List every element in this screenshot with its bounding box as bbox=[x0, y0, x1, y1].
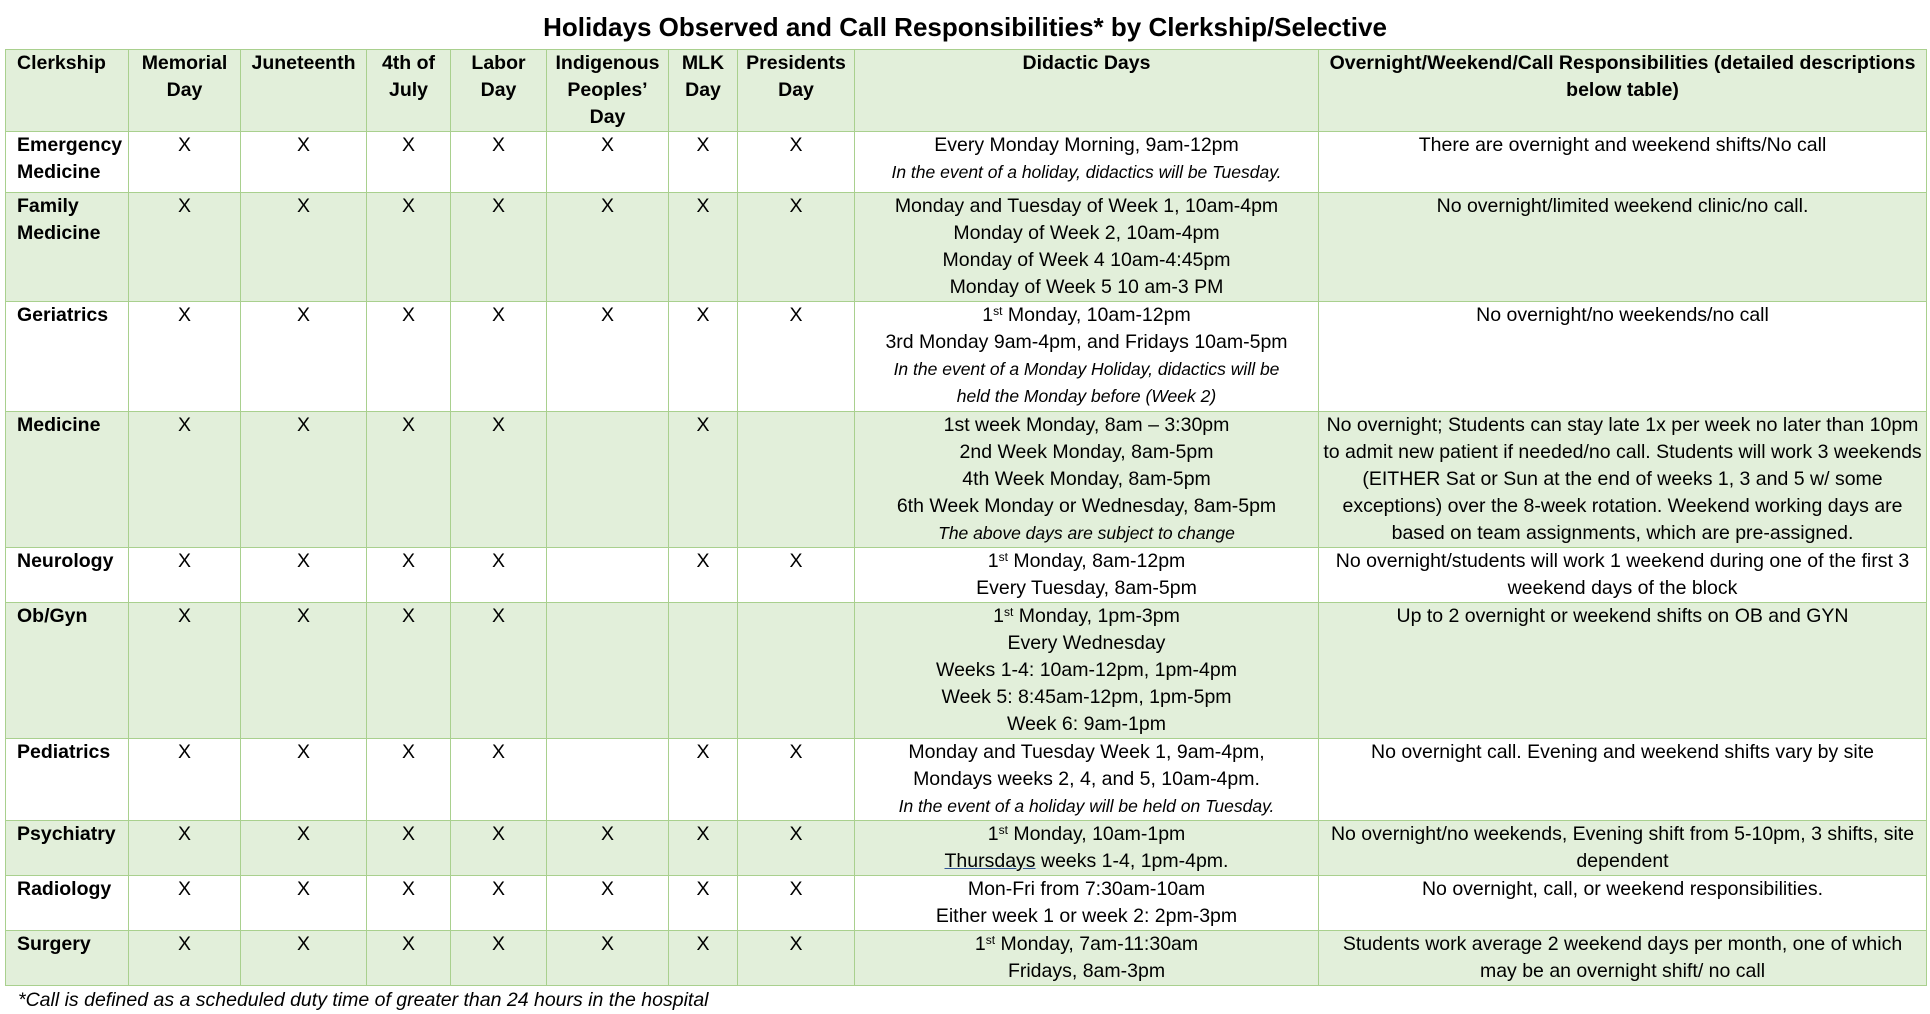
holiday-mark: X bbox=[669, 548, 738, 603]
holiday-mark: X bbox=[129, 603, 241, 739]
table-row bbox=[6, 931, 1927, 986]
holiday-mark: X bbox=[738, 548, 855, 603]
clerkship-name: Ob/Gyn bbox=[6, 603, 129, 739]
didactic-line bbox=[859, 903, 1314, 930]
didactic-line bbox=[859, 684, 1314, 711]
table-row bbox=[6, 302, 1927, 412]
clerkship-name: Geriatrics bbox=[6, 302, 129, 412]
call-responsibilities: Students work average 2 weekend days per month, one of which may be an overnight shift/ no call bbox=[1319, 931, 1927, 986]
clerkship-name: Psychiatry bbox=[6, 821, 129, 876]
holiday-mark: X bbox=[241, 548, 367, 603]
column-header: Juneteenth bbox=[241, 50, 367, 132]
table-row bbox=[6, 739, 1927, 821]
didactic-line bbox=[859, 603, 1314, 630]
holiday-mark: X bbox=[451, 876, 547, 931]
clerkship-name: Radiology bbox=[6, 876, 129, 931]
column-header: 4th of July bbox=[367, 50, 451, 132]
holiday-mark: X bbox=[129, 412, 241, 548]
didactic-text: In the event of a holiday will be held on Tuesday. bbox=[898, 796, 1275, 816]
didactic-days bbox=[855, 821, 1319, 876]
holiday-mark: X bbox=[367, 302, 451, 412]
column-header: Labor Day bbox=[451, 50, 547, 132]
holiday-mark bbox=[738, 603, 855, 739]
didactic-days bbox=[855, 193, 1319, 302]
clerkship-name: Neurology bbox=[6, 548, 129, 603]
holiday-mark: X bbox=[367, 412, 451, 548]
holiday-mark bbox=[738, 412, 855, 548]
didactic-text: Mondays weeks 2, 4, and 5, 10am-4pm. bbox=[913, 768, 1260, 790]
holiday-mark: X bbox=[451, 821, 547, 876]
didactic-text: Monday, 1pm-3pm bbox=[1013, 605, 1180, 627]
didactic-line bbox=[859, 821, 1314, 848]
holidays-table bbox=[5, 49, 1927, 986]
didactic-text: Week 5: 8:45am-12pm, 1pm-5pm bbox=[941, 686, 1232, 708]
didactic-line bbox=[859, 630, 1314, 657]
holiday-mark: X bbox=[367, 548, 451, 603]
holiday-mark bbox=[547, 412, 669, 548]
holiday-mark: X bbox=[451, 193, 547, 302]
holiday-mark: X bbox=[547, 302, 669, 412]
holiday-mark: X bbox=[547, 931, 669, 986]
holiday-mark: X bbox=[367, 603, 451, 739]
didactic-line bbox=[859, 520, 1314, 547]
didactic-text: Either week 1 or week 2: 2pm-3pm bbox=[935, 905, 1238, 927]
didactic-text: Monday of Week 4 10am-4:45pm bbox=[942, 249, 1231, 271]
holiday-mark: X bbox=[241, 302, 367, 412]
holiday-mark: X bbox=[738, 821, 855, 876]
didactic-line bbox=[859, 848, 1314, 875]
holiday-mark: X bbox=[451, 132, 547, 193]
didactic-text: 2nd Week Monday, 8am-5pm bbox=[959, 441, 1214, 463]
holiday-mark: X bbox=[129, 302, 241, 412]
holiday-mark: X bbox=[738, 193, 855, 302]
holiday-mark bbox=[547, 739, 669, 821]
didactic-text: In the event of a holiday, didactics will be Tuesday. bbox=[891, 162, 1282, 182]
didactic-line bbox=[859, 493, 1314, 520]
holiday-mark bbox=[669, 603, 738, 739]
holiday-mark: X bbox=[129, 548, 241, 603]
table-row bbox=[6, 821, 1927, 876]
didactic-line bbox=[859, 329, 1314, 356]
didactic-text: Monday, 7am-11:30am bbox=[995, 933, 1199, 955]
clerkship-name: Family Medicine bbox=[6, 193, 129, 302]
holiday-mark: X bbox=[451, 412, 547, 548]
ordinal-number: 1 bbox=[974, 933, 986, 955]
didactic-text: Monday and Tuesday of Week 1, 10am-4pm bbox=[894, 195, 1279, 217]
didactic-line bbox=[859, 876, 1314, 903]
didactic-days bbox=[855, 931, 1319, 986]
ordinal-suffix: st bbox=[998, 823, 1008, 837]
column-header: Indigenous Peoples’ Day bbox=[547, 50, 669, 132]
table-body bbox=[6, 132, 1927, 986]
didactic-text: In the event of a Monday Holiday, didactics will be bbox=[893, 359, 1280, 379]
clerkship-name: Surgery bbox=[6, 931, 129, 986]
didactic-line bbox=[859, 383, 1314, 410]
holiday-mark: X bbox=[367, 739, 451, 821]
didactic-line bbox=[859, 958, 1314, 985]
holiday-mark bbox=[547, 603, 669, 739]
didactic-line bbox=[859, 575, 1314, 602]
didactic-line bbox=[859, 766, 1314, 793]
holiday-mark: X bbox=[669, 931, 738, 986]
call-responsibilities: No overnight/no weekends/no call bbox=[1319, 302, 1927, 412]
clerkship-name: Pediatrics bbox=[6, 739, 129, 821]
didactic-days bbox=[855, 412, 1319, 548]
didactic-text: Weeks 1-4: 10am-12pm, 1pm-4pm bbox=[936, 659, 1237, 681]
holiday-mark: X bbox=[241, 603, 367, 739]
holiday-mark: X bbox=[738, 132, 855, 193]
didactic-line bbox=[859, 356, 1314, 383]
didactic-line bbox=[859, 739, 1314, 766]
header-row bbox=[6, 50, 1927, 132]
holiday-mark: X bbox=[738, 876, 855, 931]
call-responsibilities: There are overnight and weekend shifts/No call bbox=[1319, 132, 1927, 193]
column-header: Presidents Day bbox=[738, 50, 855, 132]
column-header: MLK Day bbox=[669, 50, 738, 132]
didactic-text: Week 6: 9am-1pm bbox=[1007, 713, 1166, 735]
column-header: Clerkship bbox=[6, 50, 129, 132]
didactic-text: 6th Week Monday or Wednesday, 8am-5pm bbox=[896, 495, 1277, 517]
table-row bbox=[6, 193, 1927, 302]
holiday-mark: X bbox=[129, 876, 241, 931]
holiday-mark: X bbox=[241, 739, 367, 821]
didactic-text: Fridays, 8am-3pm bbox=[1007, 960, 1166, 982]
didactic-text: weeks 1-4, 1pm-4pm. bbox=[1035, 850, 1229, 872]
footnote: *Call is defined as a scheduled duty time of greater than 24 hours in the hospital bbox=[18, 989, 709, 1011]
didactic-line bbox=[859, 220, 1314, 247]
call-responsibilities: No overnight/limited weekend clinic/no call. bbox=[1319, 193, 1927, 302]
didactic-line bbox=[859, 274, 1314, 301]
didactic-days bbox=[855, 548, 1319, 603]
didactic-line bbox=[859, 247, 1314, 274]
ordinal-number: 1 bbox=[993, 605, 1004, 627]
didactic-text: held the Monday before (Week 2) bbox=[956, 386, 1217, 406]
holiday-mark: X bbox=[669, 821, 738, 876]
call-responsibilities: No overnight, call, or weekend responsibilities. bbox=[1319, 876, 1927, 931]
ordinal-suffix: st bbox=[985, 933, 996, 947]
underlined-word: Thursdays bbox=[944, 850, 1036, 872]
didactic-text: Monday, 8am-12pm bbox=[1007, 550, 1186, 572]
table-row bbox=[6, 603, 1927, 739]
didactic-line bbox=[859, 711, 1314, 738]
holiday-mark bbox=[547, 548, 669, 603]
table-row bbox=[6, 876, 1927, 931]
holiday-mark: X bbox=[129, 739, 241, 821]
holiday-mark: X bbox=[738, 302, 855, 412]
ordinal-number: 1 bbox=[987, 823, 999, 845]
didactic-line bbox=[859, 159, 1314, 186]
holiday-mark: X bbox=[129, 931, 241, 986]
holiday-mark: X bbox=[241, 931, 367, 986]
didactic-days bbox=[855, 739, 1319, 821]
ordinal-suffix: st bbox=[998, 550, 1008, 564]
holiday-mark: X bbox=[669, 302, 738, 412]
didactic-days bbox=[855, 603, 1319, 739]
page-title: Holidays Observed and Call Responsibilities* by Clerkship/Selective bbox=[543, 12, 1387, 42]
holiday-mark: X bbox=[738, 739, 855, 821]
holiday-mark: X bbox=[669, 193, 738, 302]
didactic-line bbox=[859, 132, 1314, 159]
holiday-mark: X bbox=[669, 876, 738, 931]
table-row bbox=[6, 548, 1927, 603]
didactic-line bbox=[859, 412, 1314, 439]
didactic-text: Every Tuesday, 8am-5pm bbox=[976, 577, 1197, 599]
ordinal-suffix: st bbox=[1003, 605, 1014, 619]
holiday-mark: X bbox=[547, 876, 669, 931]
holiday-mark: X bbox=[547, 821, 669, 876]
column-header: Overnight/Weekend/Call Responsibilities (detailed descriptions below table) bbox=[1319, 50, 1927, 132]
didactic-line bbox=[859, 793, 1314, 820]
didactic-days bbox=[855, 132, 1319, 193]
didactic-text: Monday and Tuesday Week 1, 9am-4pm, bbox=[908, 741, 1265, 763]
didactic-text: The above days are subject to change bbox=[938, 523, 1235, 543]
didactic-days bbox=[855, 302, 1319, 412]
holiday-mark: X bbox=[367, 931, 451, 986]
call-responsibilities: No overnight; Students can stay late 1x per week no later than 10pm to admit new patient if needed/no call. Students will work 3 weekends (EITHER Sat or Sun at the end of weeks 1, 3 and 5 w/ some exceptions) over the 8-week rotation. Weekend working days are based on team assignments, which are pre-assigned. bbox=[1319, 412, 1927, 548]
holiday-mark: X bbox=[241, 821, 367, 876]
clerkship-name: Emergency Medicine bbox=[6, 132, 129, 193]
holiday-mark: X bbox=[241, 132, 367, 193]
holiday-mark: X bbox=[451, 931, 547, 986]
holiday-mark: X bbox=[367, 876, 451, 931]
call-responsibilities: Up to 2 overnight or weekend shifts on OB and GYN bbox=[1319, 603, 1927, 739]
holiday-mark: X bbox=[241, 876, 367, 931]
didactic-text: 3rd Monday 9am-4pm, and Fridays 10am-5pm bbox=[885, 331, 1288, 353]
didactic-line bbox=[859, 439, 1314, 466]
holiday-mark: X bbox=[367, 821, 451, 876]
didactic-line bbox=[859, 931, 1314, 958]
didactic-line bbox=[859, 548, 1314, 575]
didactic-line bbox=[859, 302, 1314, 329]
holiday-mark: X bbox=[451, 739, 547, 821]
holiday-mark: X bbox=[669, 132, 738, 193]
table-row bbox=[6, 412, 1927, 548]
holiday-mark: X bbox=[451, 603, 547, 739]
didactic-text: Monday of Week 5 10 am-3 PM bbox=[949, 276, 1224, 298]
didactic-days bbox=[855, 876, 1319, 931]
didactic-text: Monday of Week 2, 10am-4pm bbox=[953, 222, 1220, 244]
didactic-text: 1st week Monday, 8am – 3:30pm bbox=[943, 414, 1230, 436]
didactic-text: Monday, 10am-1pm bbox=[1007, 823, 1186, 845]
didactic-line bbox=[859, 657, 1314, 684]
holiday-mark: X bbox=[367, 132, 451, 193]
holiday-mark: X bbox=[547, 132, 669, 193]
holiday-mark: X bbox=[367, 193, 451, 302]
call-responsibilities: No overnight/no weekends, Evening shift from 5-10pm, 3 shifts, site dependent bbox=[1319, 821, 1927, 876]
didactic-line bbox=[859, 193, 1314, 220]
ordinal-suffix: st bbox=[993, 304, 1003, 318]
call-responsibilities: No overnight call. Evening and weekend shifts vary by site bbox=[1319, 739, 1927, 821]
didactic-text: Monday, 10am-12pm bbox=[1002, 304, 1191, 326]
holiday-mark: X bbox=[129, 193, 241, 302]
holiday-mark: X bbox=[669, 739, 738, 821]
table-row bbox=[6, 132, 1927, 193]
holiday-mark: X bbox=[129, 821, 241, 876]
column-header: Didactic Days bbox=[855, 50, 1319, 132]
ordinal-number: 1 bbox=[987, 550, 999, 572]
holiday-mark: X bbox=[669, 412, 738, 548]
holiday-mark: X bbox=[451, 302, 547, 412]
holiday-mark: X bbox=[241, 193, 367, 302]
didactic-text: 4th Week Monday, 8am-5pm bbox=[962, 468, 1211, 490]
holiday-mark: X bbox=[129, 132, 241, 193]
call-responsibilities: No overnight/students will work 1 weekend during one of the first 3 weekend days of the block bbox=[1319, 548, 1927, 603]
ordinal-number: 1 bbox=[982, 304, 994, 326]
didactic-text: Mon-Fri from 7:30am-10am bbox=[967, 878, 1206, 900]
column-header: Memorial Day bbox=[129, 50, 241, 132]
didactic-text: Every Wednesday bbox=[1007, 632, 1166, 654]
didactic-line bbox=[859, 466, 1314, 493]
didactic-text: Every Monday Morning, 9am-12pm bbox=[934, 134, 1239, 156]
holiday-mark: X bbox=[451, 548, 547, 603]
holiday-mark: X bbox=[738, 931, 855, 986]
holiday-mark: X bbox=[547, 193, 669, 302]
clerkship-name: Medicine bbox=[6, 412, 129, 548]
holiday-mark: X bbox=[241, 412, 367, 548]
